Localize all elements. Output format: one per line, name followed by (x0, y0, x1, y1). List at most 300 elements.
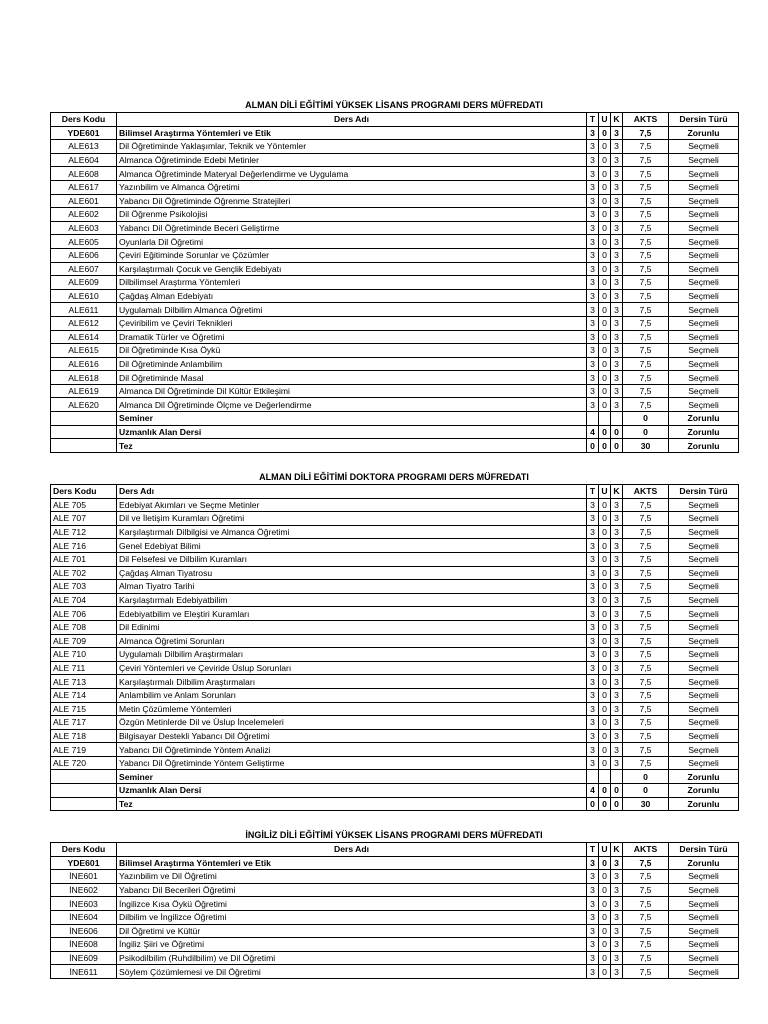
practice-hours-cell (599, 412, 611, 426)
credit-cell: 0 (611, 797, 623, 811)
course-type-cell: Seçmeli (669, 756, 739, 770)
course-code-cell: ALE609 (51, 276, 117, 290)
table-row (51, 607, 739, 621)
practice-hours-cell: 0 (599, 702, 611, 716)
practice-hours-cell: 0 (599, 316, 611, 330)
course-code-cell: ALE 716 (51, 539, 117, 553)
course-code-cell: İNE602 (51, 883, 117, 897)
akts-cell: 7,5 (623, 566, 669, 580)
course-type-cell: Seçmeli (669, 661, 739, 675)
course-type-cell: Seçmeli (669, 289, 739, 303)
credit-cell: 3 (611, 870, 623, 884)
course-code-cell: ALE605 (51, 235, 117, 249)
table-row (51, 938, 739, 952)
table-row (51, 716, 739, 730)
credit-cell: 3 (611, 910, 623, 924)
table-row (51, 634, 739, 648)
theory-hours-cell: 3 (587, 910, 599, 924)
course-type-cell: Zorunlu (669, 856, 739, 870)
theory-hours-cell: 3 (587, 512, 599, 526)
course-code-cell: ALE 709 (51, 634, 117, 648)
credit-cell: 3 (611, 398, 623, 412)
table-row (51, 344, 739, 358)
course-code-cell: ALE 720 (51, 756, 117, 770)
course-code-cell: ALE 705 (51, 498, 117, 512)
practice-hours-cell: 0 (599, 525, 611, 539)
course-code-cell: ALE 717 (51, 716, 117, 730)
table-row (51, 371, 739, 385)
theory-hours-cell: 3 (587, 924, 599, 938)
theory-hours-cell: 3 (587, 498, 599, 512)
table-row (51, 525, 739, 539)
practice-hours-cell: 0 (599, 289, 611, 303)
course-code-cell: ALE610 (51, 289, 117, 303)
course-name-cell: Tez (117, 797, 587, 811)
table-row (51, 398, 739, 412)
akts-cell: 7,5 (623, 208, 669, 222)
course-code-cell: İNE608 (51, 938, 117, 952)
credit-cell: 3 (611, 153, 623, 167)
akts-cell: 7,5 (623, 883, 669, 897)
akts-cell: 7,5 (623, 965, 669, 979)
course-code-cell (51, 425, 117, 439)
course-name-cell: Dil ve İletişim Kuramları Öğretimi (117, 512, 587, 526)
practice-hours-cell: 0 (599, 208, 611, 222)
practice-hours-cell: 0 (599, 856, 611, 870)
practice-hours-cell: 0 (599, 580, 611, 594)
practice-hours-cell: 0 (599, 384, 611, 398)
practice-hours-cell: 0 (599, 344, 611, 358)
akts-cell: 7,5 (623, 289, 669, 303)
course-type-cell: Seçmeli (669, 897, 739, 911)
akts-cell: 7,5 (623, 675, 669, 689)
course-code-header: Ders Kodu (51, 485, 117, 499)
akts-cell: 7,5 (623, 153, 669, 167)
course-type-cell: Seçmeli (669, 371, 739, 385)
theory-hours-cell: 3 (587, 357, 599, 371)
table-row (51, 498, 739, 512)
akts-cell: 7,5 (623, 607, 669, 621)
table-header-row (51, 485, 739, 499)
credit-cell: 3 (611, 167, 623, 181)
table-row (51, 924, 739, 938)
table-row (51, 539, 739, 553)
table-row (51, 756, 739, 770)
credit-cell: 3 (611, 344, 623, 358)
table-row (51, 303, 739, 317)
course-code-cell (51, 784, 117, 798)
course-type-cell: Seçmeli (669, 938, 739, 952)
theory-hours-cell: 3 (587, 289, 599, 303)
credit-cell: 3 (611, 965, 623, 979)
akts-cell: 7,5 (623, 221, 669, 235)
practice-hours-cell: 0 (599, 910, 611, 924)
ms-english-section (50, 828, 738, 979)
theory-hours-cell: 3 (587, 756, 599, 770)
table-row (51, 153, 739, 167)
course-type-cell: Seçmeli (669, 208, 739, 222)
practice-hours-cell: 0 (599, 784, 611, 798)
practice-hours-cell: 0 (599, 924, 611, 938)
theory-hours-cell: 3 (587, 248, 599, 262)
akts-cell: 7,5 (623, 344, 669, 358)
practice-hours-cell: 0 (599, 126, 611, 140)
theory-hours-cell: 3 (587, 316, 599, 330)
course-code-cell: İNE611 (51, 965, 117, 979)
credit-cell: 3 (611, 648, 623, 662)
practice-hours-cell: 0 (599, 153, 611, 167)
course-name-cell: Çağdaş Alman Edebiyatı (117, 289, 587, 303)
course-code-cell (51, 797, 117, 811)
akts-cell: 7,5 (623, 756, 669, 770)
akts-cell: 0 (623, 770, 669, 784)
course-name-cell: Uygulamalı Dilbilim Almanca Öğretimi (117, 303, 587, 317)
theory-hours-cell: 3 (587, 344, 599, 358)
course-code-cell: ALE 708 (51, 620, 117, 634)
course-type-cell: Seçmeli (669, 167, 739, 181)
course-name-cell: Karşılaştırmalı Edebiyatbilim (117, 593, 587, 607)
akts-cell: 0 (623, 784, 669, 798)
practice-hours-cell: 0 (599, 539, 611, 553)
course-code-header: Ders Kodu (51, 113, 117, 127)
course-type-cell: Seçmeli (669, 634, 739, 648)
table-row (51, 620, 739, 634)
credit-cell: 3 (611, 552, 623, 566)
table-row (51, 439, 739, 453)
table-row (51, 897, 739, 911)
course-code-cell: ALE 712 (51, 525, 117, 539)
akts-cell: 0 (623, 425, 669, 439)
table-row (51, 797, 739, 811)
course-type-cell: Zorunlu (669, 770, 739, 784)
theory-hours-cell: 4 (587, 425, 599, 439)
theory-hours-cell: 3 (587, 716, 599, 730)
table-row (51, 566, 739, 580)
course-code-cell (51, 412, 117, 426)
course-name-cell: Çeviribilim ve Çeviri Teknikleri (117, 316, 587, 330)
credit-cell: 3 (611, 620, 623, 634)
credit-cell: 3 (611, 675, 623, 689)
theory-hours-cell: 3 (587, 276, 599, 290)
course-code-cell: ALE619 (51, 384, 117, 398)
course-type-cell: Seçmeli (669, 180, 739, 194)
practice-hours-cell: 0 (599, 797, 611, 811)
table-row (51, 688, 739, 702)
practice-hours-cell: 0 (599, 303, 611, 317)
course-name-cell: Yabancı Dil Öğretiminde Yöntem Analizi (117, 743, 587, 757)
table-row (51, 951, 739, 965)
theory-hours-cell: 3 (587, 607, 599, 621)
course-type-cell: Seçmeli (669, 729, 739, 743)
course-name-cell: Yazınbilim ve Almanca Öğretimi (117, 180, 587, 194)
course-name-cell: Söylem Çözümlemesi ve Dil Öğretimi (117, 965, 587, 979)
credit-cell: 3 (611, 194, 623, 208)
akts-cell: 7,5 (623, 262, 669, 276)
theory-hours-cell: 3 (587, 194, 599, 208)
akts-cell: 7,5 (623, 552, 669, 566)
theory-hours-header: T (587, 113, 599, 127)
theory-hours-cell: 3 (587, 688, 599, 702)
course-type-cell: Seçmeli (669, 702, 739, 716)
practice-hours-cell: 0 (599, 552, 611, 566)
course-name-cell: Anlambilim ve Anlam Sorunları (117, 688, 587, 702)
table-row (51, 262, 739, 276)
curriculum-table (50, 484, 739, 811)
course-name-cell: Dil Öğretiminde Masal (117, 371, 587, 385)
practice-hours-cell: 0 (599, 512, 611, 526)
theory-hours-cell: 3 (587, 330, 599, 344)
course-type-cell: Seçmeli (669, 525, 739, 539)
credit-cell: 3 (611, 688, 623, 702)
course-name-cell: Yabancı Dil Öğretiminde Öğrenme Stratejileri (117, 194, 587, 208)
theory-hours-cell: 3 (587, 951, 599, 965)
course-code-cell: İNE601 (51, 870, 117, 884)
akts-cell: 7,5 (623, 702, 669, 716)
course-type-cell: Seçmeli (669, 965, 739, 979)
practice-hours-cell: 0 (599, 951, 611, 965)
course-code-cell: ALE 718 (51, 729, 117, 743)
table-row (51, 593, 739, 607)
akts-cell: 30 (623, 439, 669, 453)
course-code-cell: ALE612 (51, 316, 117, 330)
practice-hours-cell: 0 (599, 248, 611, 262)
course-type-cell: Seçmeli (669, 398, 739, 412)
practice-hours-cell: 0 (599, 648, 611, 662)
practice-hours-cell: 0 (599, 620, 611, 634)
course-name-cell: Karşılaştırmalı Dilbilgisi ve Almanca Öğretimi (117, 525, 587, 539)
theory-hours-cell: 3 (587, 648, 599, 662)
course-code-cell: ALE 714 (51, 688, 117, 702)
table-row (51, 729, 739, 743)
akts-cell: 7,5 (623, 870, 669, 884)
course-code-cell: ALE604 (51, 153, 117, 167)
theory-hours-cell: 3 (587, 883, 599, 897)
credit-cell: 3 (611, 208, 623, 222)
course-name-cell: Çeviri Eğitiminde Sorunlar ve Çözümler (117, 248, 587, 262)
akts-cell: 7,5 (623, 910, 669, 924)
theory-hours-cell: 3 (587, 743, 599, 757)
course-type-cell: Seçmeli (669, 498, 739, 512)
course-code-cell (51, 770, 117, 784)
course-type-cell: Seçmeli (669, 675, 739, 689)
table-row (51, 580, 739, 594)
course-name-cell: Çeviri Yöntemleri ve Çeviride Üslup Sorunları (117, 661, 587, 675)
table-row (51, 552, 739, 566)
credit-header: K (611, 113, 623, 127)
akts-cell: 7,5 (623, 856, 669, 870)
akts-cell: 7,5 (623, 525, 669, 539)
course-name-cell: İngiliz Şiiri ve Öğretimi (117, 938, 587, 952)
credit-cell: 3 (611, 371, 623, 385)
credit-cell: 3 (611, 716, 623, 730)
course-code-cell: ALE613 (51, 140, 117, 154)
table-row (51, 357, 739, 371)
course-name-cell: Dramatik Türler ve Öğretimi (117, 330, 587, 344)
ms-german-section (50, 98, 738, 453)
akts-cell: 7,5 (623, 384, 669, 398)
course-name-cell: Genel Edebiyat Bilimi (117, 539, 587, 553)
course-name-cell: Metin Çözümleme Yöntemleri (117, 702, 587, 716)
akts-cell: 7,5 (623, 951, 669, 965)
table-row (51, 235, 739, 249)
akts-cell: 7,5 (623, 126, 669, 140)
course-code-cell: YDE601 (51, 856, 117, 870)
course-type-cell: Seçmeli (669, 153, 739, 167)
course-type-cell: Zorunlu (669, 439, 739, 453)
theory-hours-cell: 3 (587, 126, 599, 140)
akts-cell: 7,5 (623, 167, 669, 181)
course-name-cell: Dilbilimsel Araştırma Yöntemleri (117, 276, 587, 290)
course-code-header: Ders Kodu (51, 843, 117, 857)
akts-cell: 7,5 (623, 330, 669, 344)
credit-cell: 3 (611, 743, 623, 757)
course-code-cell: İNE606 (51, 924, 117, 938)
credit-cell: 0 (611, 439, 623, 453)
akts-cell: 7,5 (623, 897, 669, 911)
table-row (51, 425, 739, 439)
course-type-cell: Seçmeli (669, 140, 739, 154)
course-type-cell: Seçmeli (669, 303, 739, 317)
course-type-header: Dersin Türü (669, 843, 739, 857)
practice-hours-cell: 0 (599, 675, 611, 689)
course-name-cell: Psikodilbilim (Ruhdilbilim) ve Dil Öğretimi (117, 951, 587, 965)
credit-cell: 3 (611, 357, 623, 371)
practice-hours-cell: 0 (599, 439, 611, 453)
course-type-cell: Seçmeli (669, 344, 739, 358)
theory-hours-cell: 3 (587, 675, 599, 689)
course-name-cell: Seminer (117, 770, 587, 784)
akts-cell: 7,5 (623, 398, 669, 412)
practice-hours-cell: 0 (599, 180, 611, 194)
practice-hours-cell: 0 (599, 965, 611, 979)
practice-hours-cell: 0 (599, 194, 611, 208)
practice-hours-cell: 0 (599, 262, 611, 276)
theory-hours-cell: 3 (587, 702, 599, 716)
course-type-cell: Seçmeli (669, 648, 739, 662)
practice-hours-header: U (599, 485, 611, 499)
course-code-cell: ALE611 (51, 303, 117, 317)
credit-cell: 3 (611, 512, 623, 526)
theory-hours-cell: 0 (587, 439, 599, 453)
course-type-cell: Seçmeli (669, 552, 739, 566)
table-row (51, 208, 739, 222)
credit-cell: 3 (611, 262, 623, 276)
akts-cell: 7,5 (623, 938, 669, 952)
course-code-cell: ALE607 (51, 262, 117, 276)
course-type-cell: Seçmeli (669, 910, 739, 924)
credit-cell: 3 (611, 539, 623, 553)
practice-hours-header: U (599, 843, 611, 857)
theory-hours-cell: 3 (587, 856, 599, 870)
theory-hours-cell: 3 (587, 938, 599, 952)
course-code-cell: ALE618 (51, 371, 117, 385)
theory-hours-header: T (587, 485, 599, 499)
practice-hours-cell: 0 (599, 743, 611, 757)
akts-cell: 7,5 (623, 498, 669, 512)
akts-cell: 0 (623, 412, 669, 426)
course-name-header: Ders Adı (117, 843, 587, 857)
theory-hours-cell: 3 (587, 262, 599, 276)
table-row (51, 883, 739, 897)
course-name-cell: Oyunlarla Dil Öğretimi (117, 235, 587, 249)
table-row (51, 316, 739, 330)
course-code-cell: ALE 710 (51, 648, 117, 662)
table-row (51, 276, 739, 290)
course-name-cell: Almanca Öğretiminde Materyal Değerlendirme ve Uygulama (117, 167, 587, 181)
credit-cell: 3 (611, 498, 623, 512)
course-code-cell: ALE 713 (51, 675, 117, 689)
akts-header: AKTS (623, 843, 669, 857)
course-code-cell: İNE609 (51, 951, 117, 965)
akts-cell: 30 (623, 797, 669, 811)
theory-hours-cell: 3 (587, 153, 599, 167)
credit-cell: 3 (611, 897, 623, 911)
course-name-cell: Dil Edinimi (117, 620, 587, 634)
credit-cell: 3 (611, 883, 623, 897)
akts-cell: 7,5 (623, 248, 669, 262)
credit-cell: 3 (611, 702, 623, 716)
theory-hours-cell: 3 (587, 167, 599, 181)
theory-hours-cell: 3 (587, 965, 599, 979)
section-title: ALMAN DİLİ EĞİTİMİ DOKTORA PROGRAMI DERS MÜFREDATI (259, 472, 529, 482)
akts-cell: 7,5 (623, 924, 669, 938)
table-header-row (51, 843, 739, 857)
credit-cell: 3 (611, 729, 623, 743)
course-name-cell: Almanca Öğretiminde Edebi Metinler (117, 153, 587, 167)
credit-header: K (611, 843, 623, 857)
course-name-header: Ders Adı (117, 113, 587, 127)
course-code-cell: ALE601 (51, 194, 117, 208)
table-row (51, 965, 739, 979)
credit-cell: 3 (611, 661, 623, 675)
theory-hours-header: T (587, 843, 599, 857)
credit-header: K (611, 485, 623, 499)
akts-cell: 7,5 (623, 580, 669, 594)
akts-cell: 7,5 (623, 303, 669, 317)
course-type-cell: Seçmeli (669, 716, 739, 730)
practice-hours-cell: 0 (599, 883, 611, 897)
course-type-cell: Zorunlu (669, 126, 739, 140)
course-type-cell: Seçmeli (669, 593, 739, 607)
course-name-cell: Dil Felsefesi ve Dilbilim Kuramları (117, 552, 587, 566)
theory-hours-cell: 3 (587, 897, 599, 911)
practice-hours-cell: 0 (599, 357, 611, 371)
credit-cell: 3 (611, 756, 623, 770)
practice-hours-cell: 0 (599, 607, 611, 621)
course-type-cell: Seçmeli (669, 512, 739, 526)
course-type-cell: Seçmeli (669, 883, 739, 897)
course-name-cell: Alman Tiyatro Tarihi (117, 580, 587, 594)
course-type-cell: Seçmeli (669, 276, 739, 290)
course-name-cell: Edebiyat Akımları ve Seçme Metinler (117, 498, 587, 512)
akts-cell: 7,5 (623, 316, 669, 330)
course-name-cell: Yabancı Dil Becerileri Öğretimi (117, 883, 587, 897)
table-row (51, 140, 739, 154)
course-name-cell: Tez (117, 439, 587, 453)
practice-hours-cell: 0 (599, 235, 611, 249)
course-name-cell: Dil Öğrenme Psikolojisi (117, 208, 587, 222)
akts-cell: 7,5 (623, 634, 669, 648)
table-row (51, 910, 739, 924)
practice-hours-cell: 0 (599, 566, 611, 580)
theory-hours-cell: 3 (587, 303, 599, 317)
table-row (51, 675, 739, 689)
practice-hours-cell: 0 (599, 688, 611, 702)
table-row (51, 248, 739, 262)
theory-hours-cell: 3 (587, 552, 599, 566)
practice-hours-cell: 0 (599, 729, 611, 743)
table-row (51, 126, 739, 140)
